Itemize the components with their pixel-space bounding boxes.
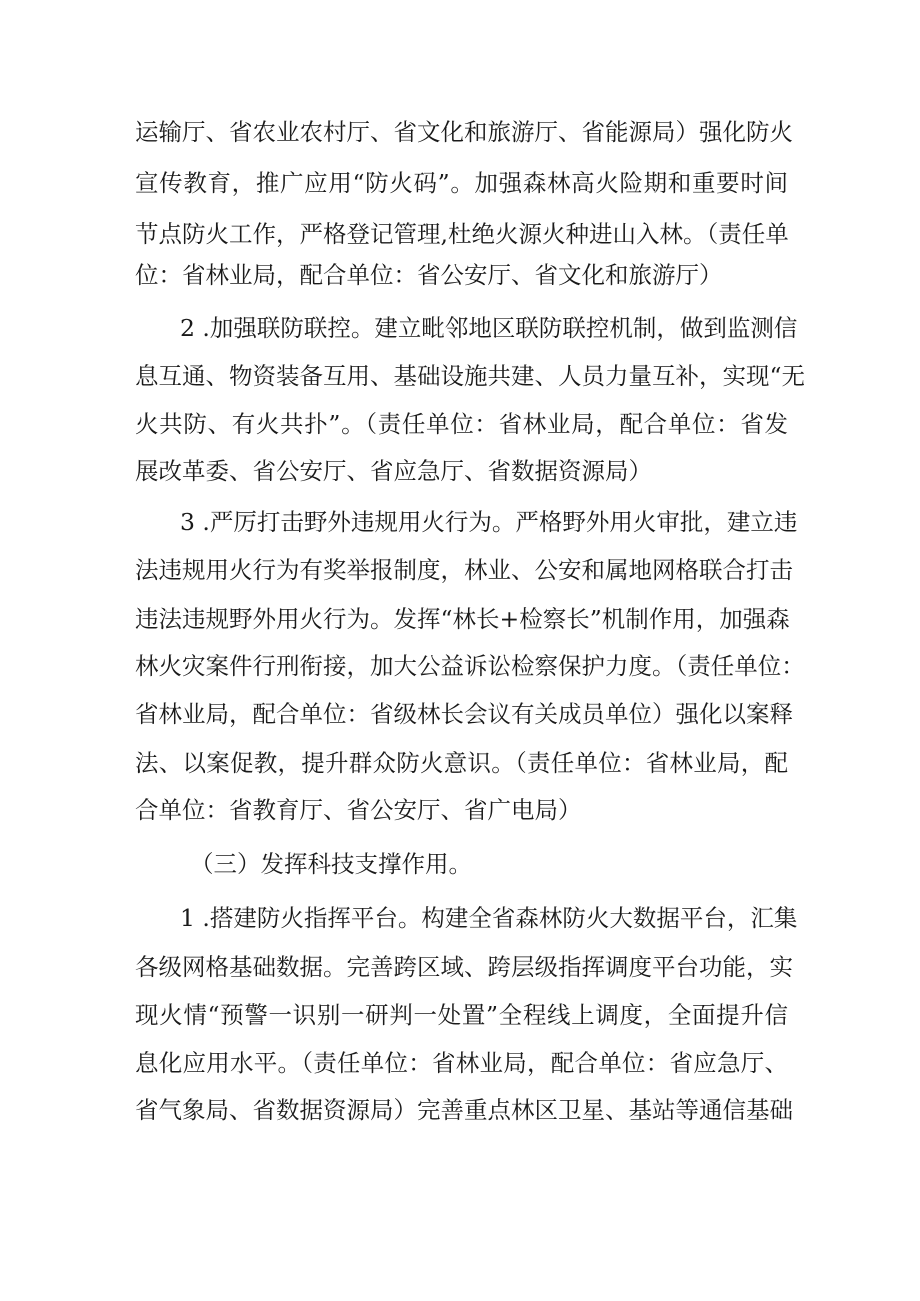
- line-text: 合单位：省教育厅、省公安厅、省广电局）: [135, 796, 582, 824]
- paragraph-line: [0, 694, 920, 734]
- paragraph-line: [0, 550, 920, 590]
- paragraph-line: [0, 743, 920, 783]
- line-text: 法、以案促教，提升群众防火意识。（责任单位：省林业局，配: [135, 749, 788, 777]
- paragraph-line: [0, 1043, 920, 1083]
- paragraph-first-line: [0, 502, 920, 542]
- line-text: 违法违规野外用火行为。发挥“林长+检察长”机制作用，加强森: [135, 605, 790, 633]
- paragraph-line: [0, 947, 920, 987]
- paragraph-line: [0, 163, 920, 203]
- line-text: 各级网格基础数据。完善跨区域、跨层级指挥调度平台功能，实: [135, 953, 793, 981]
- paragraph-line: [0, 404, 920, 444]
- paragraph-line: [0, 599, 920, 639]
- line-text: 2 .加强联防联控。建立毗邻地区联防联控机制，做到监测信: [180, 314, 798, 342]
- paragraph-line: [0, 356, 920, 396]
- paragraph-line: [0, 646, 920, 686]
- paragraph-line: [0, 214, 920, 254]
- paragraph-line: [0, 1090, 920, 1130]
- paragraph-first-line: [0, 308, 920, 348]
- line-text: 法违规用火行为有奖举报制度，林业、公安和属地网格联合打击: [135, 556, 793, 584]
- paragraph-line: [0, 112, 920, 152]
- paragraph-first-line: [0, 898, 920, 938]
- line-text: 息互通、物资装备互用、基础设施共建、人员力量互补，实现“无: [135, 362, 806, 390]
- line-text: 林火灾案件行刑衔接，加大公益诉讼检察保护力度。（责任单位：: [135, 652, 805, 680]
- line-text: 展改革委、省公安厅、省应急厅、省数据资源局）: [135, 457, 652, 485]
- paragraph-line: [0, 995, 920, 1035]
- paragraph-line: [0, 790, 920, 830]
- line-text: 1 .搭建防火指挥平台。构建全省森林防火大数据平台，汇集: [180, 904, 798, 932]
- line-text: 位：省林业局，配合单位：省公安厅、省文化和旅游厅）: [135, 261, 723, 289]
- paragraph-line: [0, 255, 920, 295]
- line-text: 节点防火工作，严格登记管理,杜绝火源火种进山入林。（责任单: [135, 220, 789, 248]
- line-text: 现火情“预警一识别一研判一处置”全程线上调度，全面提升信: [135, 1001, 788, 1029]
- heading-text: （三）发挥科技支撑作用。: [190, 850, 472, 878]
- line-text: 火共防、有火共扑”。（责任单位：省林业局，配合单位：省发: [135, 410, 788, 438]
- line-text: 宣传教育，推广应用“防火码”。加强森林高火险期和重要时间: [135, 169, 788, 197]
- line-text: 3 .严厉打击野外违规用火行为。严格野外用火审批，建立违: [180, 508, 798, 536]
- line-text: 省林业局，配合单位：省级林长会议有关成员单位）强化以案释: [135, 700, 793, 728]
- line-text: 运输厅、省农业农村厅、省文化和旅游厅、省能源局）强化防火: [135, 118, 793, 146]
- line-text: 息化应用水平。（责任单位：省林业局，配合单位：省应急厅、: [135, 1049, 788, 1077]
- paragraph-line: [0, 451, 920, 491]
- section-heading: [0, 844, 920, 884]
- line-text: 省气象局、省数据资源局）完善重点林区卫星、基站等通信基础: [135, 1096, 793, 1124]
